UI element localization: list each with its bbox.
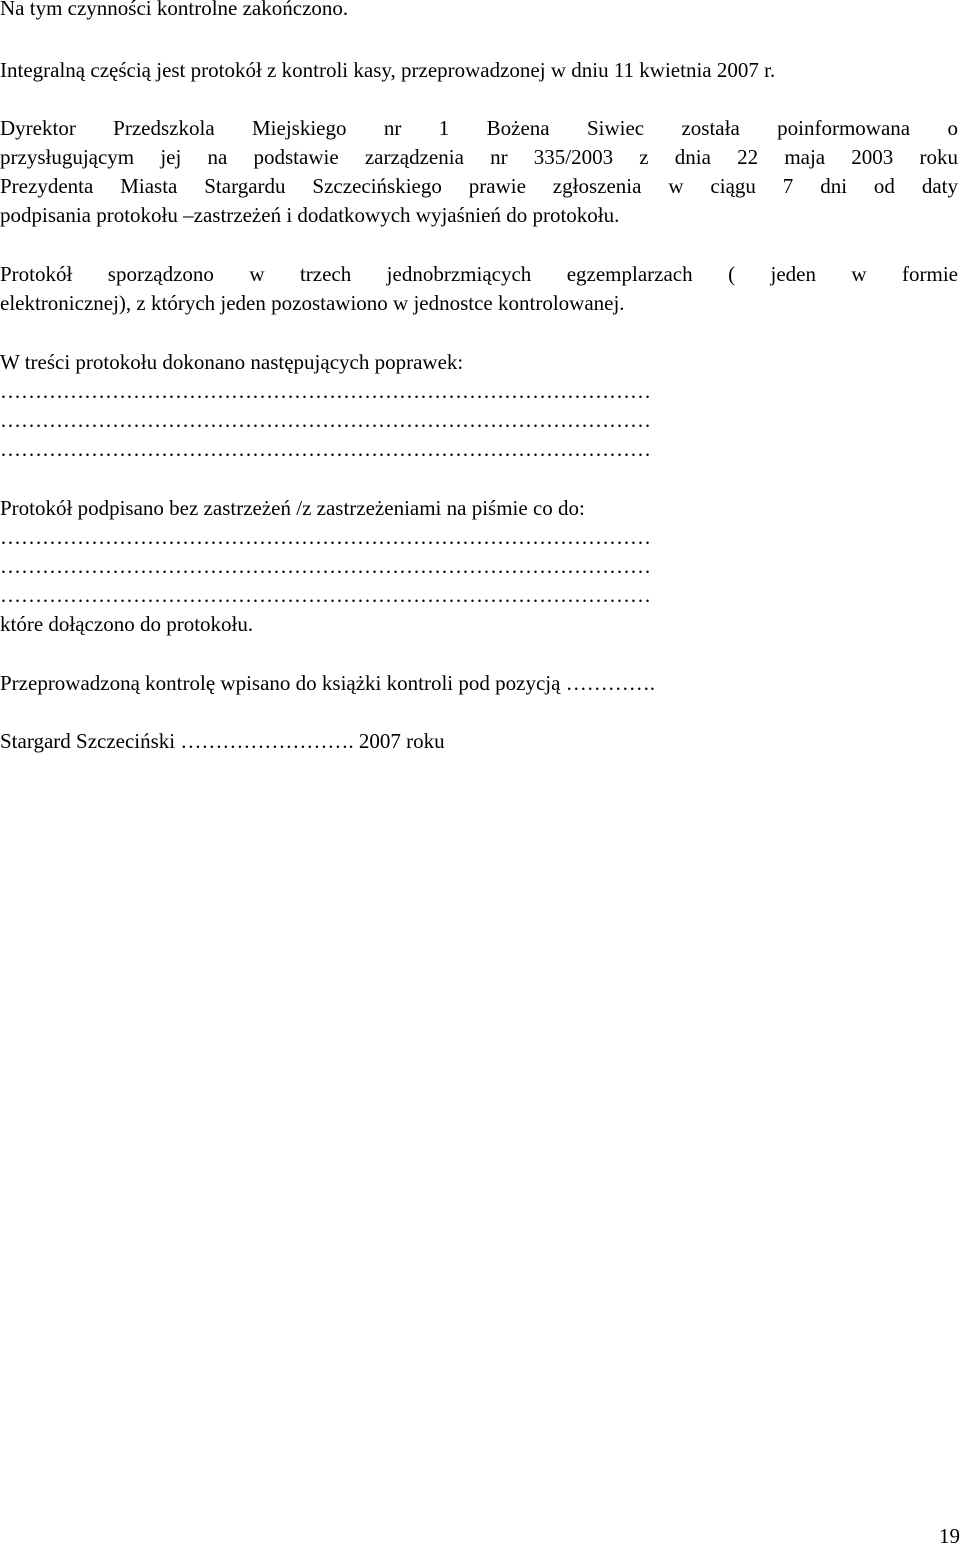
signature-reservations-heading: Protokół podpisano bez zastrzeżeń /z zastrzeżeniami na piśmie co do:: [0, 496, 585, 520]
closing-statement: Na tym czynności kontrolne zakończono.: [0, 0, 349, 20]
reservations-dotted-line-1: …………………………………………………………………………………: [0, 525, 651, 549]
notification-paragraph-line-4: podpisania protokołu –zastrzeżeń i dodatkowych wyjaśnień do protokołu.: [0, 203, 620, 227]
reservations-dotted-line-3: …………………………………………………………………………………: [0, 583, 651, 607]
integral-part-statement: Integralną częścią jest protokół z kontroli kasy, przeprowadzonej w dniu 11 kwietnia 2007 r.: [0, 58, 776, 82]
notification-paragraph-line-3: Prezydenta Miasta Stargardu Szczecińskiego prawie zgłoszenia w ciągu 7 dni od daty: [0, 174, 958, 198]
page-number: 19: [939, 1524, 960, 1548]
place-and-date-line: Stargard Szczeciński ……………………. 2007 roku: [0, 729, 445, 753]
reservations-closing-line: które dołączono do protokołu.: [0, 612, 254, 636]
corrections-dotted-line-3: …………………………………………………………………………………: [0, 437, 651, 461]
reservations-dotted-line-2: …………………………………………………………………………………: [0, 554, 651, 578]
corrections-dotted-line-1: …………………………………………………………………………………: [0, 379, 651, 403]
control-book-entry: Przeprowadzoną kontrolę wpisano do książki kontroli pod pozycją ………….: [0, 671, 655, 695]
notification-paragraph-line-1: Dyrektor Przedszkola Miejskiego nr 1 Bożena Siwiec została poinformowana o: [0, 116, 958, 140]
copies-paragraph-line-1: Protokół sporządzono w trzech jednobrzmiących egzemplarzach ( jeden w formie: [0, 262, 958, 286]
corrections-heading: W treści protokołu dokonano następujących poprawek:: [0, 350, 464, 374]
notification-paragraph-line-2: przysługującym jej na podstawie zarządzenia nr 335/2003 z dnia 22 maja 2003 roku: [0, 145, 958, 169]
corrections-dotted-line-2: …………………………………………………………………………………: [0, 408, 651, 432]
copies-paragraph-line-2: elektronicznej), z których jeden pozostawiono w jednostce kontrolowanej.: [0, 291, 625, 315]
